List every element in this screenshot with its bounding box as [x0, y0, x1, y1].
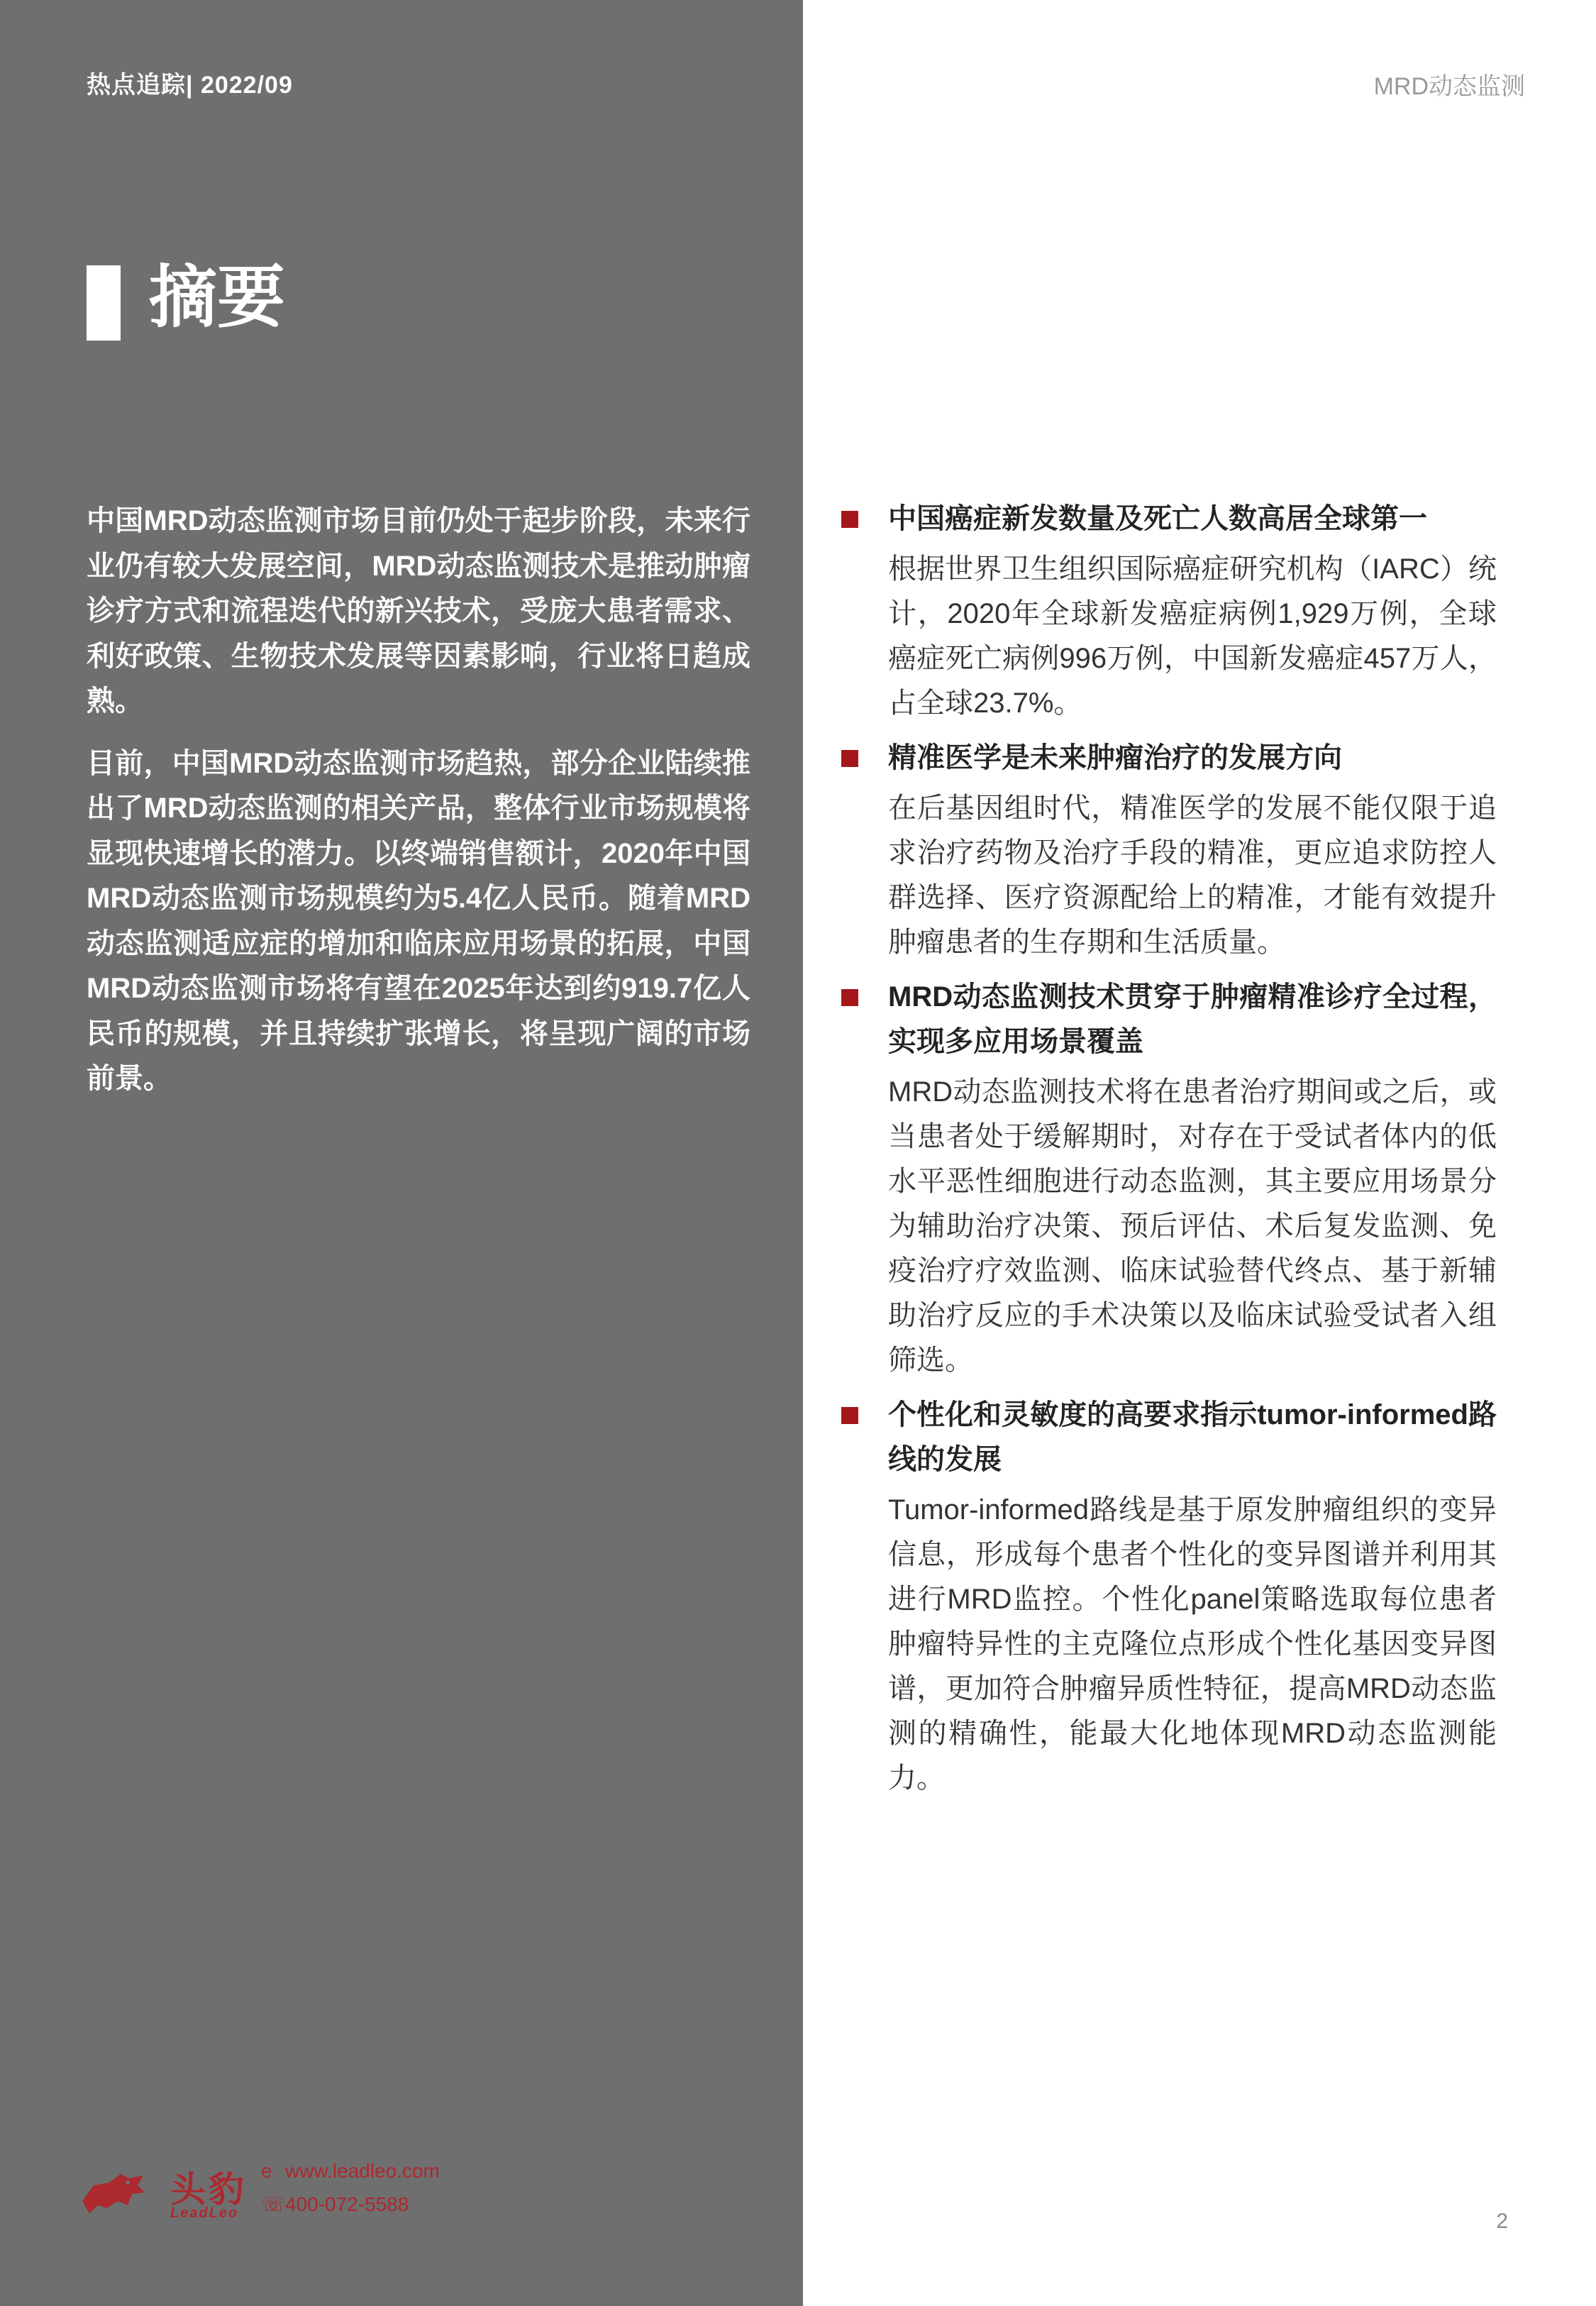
- bullet-square-icon: [841, 511, 858, 528]
- summary-text: [87, 499, 750, 1119]
- key-point-4: [841, 1393, 1497, 1801]
- key-point-body: 在后基因组时代，精准医学的发展不能仅限于追求治疗药物及治疗手段的精准，更应追求防控人群选择、医疗资源配给上的精准，才能有效提升肿瘤患者的生存期和生活质量。: [888, 793, 1497, 958]
- phone-number: 400-072-5588: [285, 2193, 409, 2215]
- website-row: [261, 2160, 440, 2183]
- key-points: [841, 497, 1497, 1811]
- key-point-body: MRD动态监测技术将在患者治疗期间或之后，或当患者处于缓解期时，对存在于受试者体内的低水平恶性细胞进行动态监测，其主要应用场景分为辅助治疗决策、预后评估、术后复发监测、免疫治疗疗效监测、临床试验替代终点、基于新辅助治疗反应的手术决策以及临床试验受试者入组筛选。: [888, 1076, 1497, 1376]
- bullet-square-icon: [841, 750, 858, 767]
- page-title: 摘要: [149, 260, 285, 336]
- key-point-heading: 个性化和灵敏度的高要求指示tumor-informed路线的发展: [888, 1399, 1497, 1475]
- key-point-3: [841, 975, 1497, 1383]
- key-point-heading: 中国癌症新发数量及死亡人数高居全球第一: [888, 503, 1427, 534]
- title-marker: [87, 265, 121, 341]
- key-point-body: Tumor-informed路线是基于原发肿瘤组织的变异信息，形成每个患者个性化的变异图谱并利用其进行MRD监控。个性化panel策略选取每位患者肿瘤特异性的主克隆位点形成个性化基因变异图谱，更加符合肿瘤异质性特征，提高MRD动态监测的精确性，能最大化地体现MRD动态监测能力。: [888, 1494, 1497, 1794]
- footer-logo: [78, 2157, 475, 2235]
- website-link[interactable]: www.leadleo.com: [285, 2160, 440, 2182]
- header-report-type-date: 热点追踪| 2022/09: [87, 72, 293, 99]
- summary-paragraph-2: 目前，中国MRD动态监测市场趋热，部分企业陆续推出了MRD动态监测的相关产品，整体行业市场规模将显现快速增长的潜力。以终端销售额计，2020年中国MRD动态监测市场规模约为5.4亿人民币。随着MRD动态监测适应症的增加和临床应用场景的拓展，中国MRD动态监测市场将有望在2025年达到约919.7亿人民币的规模，并且持续扩张增长，将呈现广阔的市场前景。: [87, 747, 750, 1094]
- bullet-square-icon: [841, 989, 858, 1006]
- key-point-heading: 精准医学是未来肿瘤治疗的发展方向: [888, 742, 1342, 773]
- key-point-body: 根据世界卫生组织国际癌症研究机构（IARC）统计，2020年全球新发癌症病例1,929万例，全球癌症死亡病例996万例，中国新发癌症457万人，占全球23.7%。: [888, 553, 1497, 719]
- phone-row: [261, 2192, 409, 2216]
- web-icon: e: [261, 2160, 272, 2182]
- key-point-1: [841, 497, 1497, 726]
- bullet-square-icon: [841, 1407, 858, 1424]
- header-topic: MRD动态监测: [1373, 73, 1525, 100]
- brand-name: 头豹: [170, 2170, 247, 2210]
- page-number: 2: [1496, 2210, 1508, 2233]
- brand-name-en: LeadLeo: [170, 2205, 239, 2221]
- key-point-2: [841, 736, 1497, 965]
- leopard-logo-icon: [78, 2164, 149, 2221]
- key-point-heading: MRD动态监测技术贯穿于肿瘤精准诊疗全过程，实现多应用场景覆盖: [888, 981, 1497, 1057]
- phone-icon: ☏: [261, 2193, 287, 2215]
- summary-paragraph-1: 中国MRD动态监测市场目前仍处于起步阶段，未来行业仍有较大发展空间，MRD动态监测技术是推动肿瘤诊疗方式和流程迭代的新兴技术，受庞大患者需求、利好政策、生物技术发展等因素影响，行业将日趋成熟。: [87, 505, 750, 717]
